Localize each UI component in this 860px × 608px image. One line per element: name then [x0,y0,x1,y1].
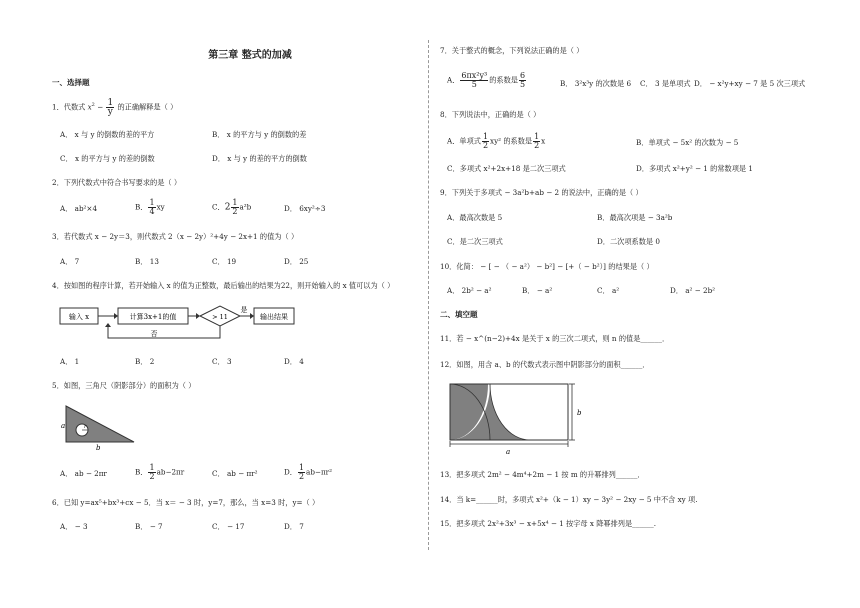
flow-output-box: 输出结果 [260,313,288,321]
q5-option-b: B． $\frac{1}{2}$ ab−2πr [135,463,185,481]
flow-condition: > 11 [212,313,228,321]
q3-option-a: A． 7 [60,257,80,266]
question-9: 9．下列关于多项式 − 3a²b+ab − 2 的说法中，正确的是（ ） [440,188,643,197]
flow-yes-label: 是 [240,306,248,314]
q6-option-d: D． 7 [284,522,304,531]
question-11: 11．若 − x^(n−2)+4x 是关于 x 的三次二项式，则 n 的值是______． [440,334,670,343]
q2-option-b: B． $\frac{1}{4}$ xy [135,198,165,216]
q4-option-b: B． 2 [135,357,155,366]
shaded-rectangle-figure [446,380,586,456]
q2-option-a: A． ab²×4 [60,204,98,213]
q4-option-c: C． 3 [212,357,232,366]
label-a: a [61,422,66,430]
q4-option-a: A． 1 [60,357,80,366]
q9-option-a: A．最高次数是 5 [447,213,503,222]
label-b: b [577,409,582,417]
section-choice-heading: 一、选择题 [52,78,90,87]
triangle-ruler-figure [58,402,148,450]
label-r: r [84,424,87,430]
q5-option-c: C． ab − πr² [212,469,258,478]
question-4: 4．按如图的程序计算，若开始输入 x 的值为正整数，最后输出的结果为22，则开始输入的 x 值可以为（ ） [52,281,395,290]
q8-option-b: B．单项式 − 5x² 的次数为 − 5 [636,138,739,147]
q10-option-c: C． a² [597,286,620,295]
program-flowchart [58,302,308,344]
question-15: 15．把多项式 2x²+3x³ − x+5x⁴ − 1 按字母 x 降幂排列是______. [440,519,657,528]
question-8: 8．下列说法中，正确的是（ ） [440,110,541,119]
q9-option-b: B．最高次项是 − 3a²b [597,213,673,222]
question-1: 1．代数式 $x^2$ − $\frac{1}{y}$ 的正确解释是（ ） [52,98,178,117]
question-12: 12．如图，用含 a、b 的代数式表示图中阴影部分的面积______． [440,360,650,369]
q7-option-d: D． − x²y+xy − 7 是 5 次三项式 [694,79,806,88]
label-a: a [506,448,511,456]
q8-option-c: C．多项式 x²+2x+18 是二次三项式 [447,164,566,173]
q2-option-c: C．2 $\frac{1}{2}$ a²b [212,198,252,216]
q5-option-a: A． ab − 2πr [60,469,107,478]
q9-option-d: D．二次项系数是 0 [597,237,660,246]
q8-option-a: A．单项式 $\frac{1}{2}$ xy² 的系数是 $\frac{1}{2}$ x [447,132,546,150]
column-divider [428,40,429,550]
q7-option-c: C． 3 是单项式 [640,79,691,88]
q10-option-a: A． 2b² − a² [447,286,492,295]
q3-option-b: B． 13 [135,257,159,266]
q1-option-c: C． x 的平方与 y 的差的倒数 [60,154,155,163]
question-13: 13．把多项式 2m² − 4m⁴+2m − 1 按 m 的升幂排列______． [440,470,645,479]
q8-option-d: D．多项式 x²+y² − 1 的常数项是 1 [636,164,753,173]
flow-input-box: 输入 x [68,313,90,321]
q6-option-a: A． − 3 [60,522,88,531]
question-7: 7．关于整式的概念，下列说法正确的是（ ） [440,46,584,55]
q10-option-d: D． a² − 2b² [670,286,716,295]
question-3: 3．若代数式 x − 2y＝3，则代数式 2（x − 2y）²+4y − 2x+1 的值为（ ） [52,232,299,241]
q3-option-d: D． 25 [284,257,309,266]
question-6: 6．已知 y=ax⁵+bx³+cx − 5．当 x＝ − 3 时，y=7，那么，当 x=3 时，y=（ ） [52,498,320,507]
q5-option-d: D． $\frac{1}{2}$ ab−πr² [284,463,332,481]
q4-option-d: D． 4 [284,357,304,366]
label-b: b [96,444,101,450]
q7-option-b: B． 3²x³y 的次数是 6 [560,79,632,88]
question-5: 5．如图，三角尺（阴影部分）的面积为（ ） [52,381,196,390]
q1-option-b: B． x 的平方与 y 的倒数的差 [212,130,307,139]
question-14: 14．当 k=______时，多项式 x²+（k − 1）xy − 3y² − 2xy − 5 中不含 xy 项. [440,495,698,504]
q1-option-d: D． x 与 y 的差的平方的倒数 [212,154,307,163]
flow-compute-box: 计算3x+1的值 [129,313,177,321]
question-10: 10．化简： − [ − （ − a²） − b²] − [+（ − b²）] 的结果是（ ） [440,262,654,271]
q7-option-a: A． $\frac{\text{6πx²y³}}{5}$ 的系数是 $\frac{6}{5}$ [447,71,526,89]
q6-option-c: C． − 17 [212,522,245,531]
q10-option-b: B． − a² [522,286,553,295]
section-fill-heading: 二、填空题 [440,310,478,319]
q1-option-a: A． x 与 y 的倒数的差的平方 [60,130,155,139]
q3-option-c: C． 19 [212,257,237,266]
question-2: 2．下列代数式中符合书写要求的是（ ） [52,178,182,187]
q6-option-b: B． − 7 [135,522,163,531]
q9-option-c: C．是二次三项式 [447,237,503,246]
q2-option-d: D． 6xy²÷3 [284,204,326,213]
page-title: 第三章 整式的加减 [208,50,292,61]
flow-no-label: 否 [150,330,158,338]
